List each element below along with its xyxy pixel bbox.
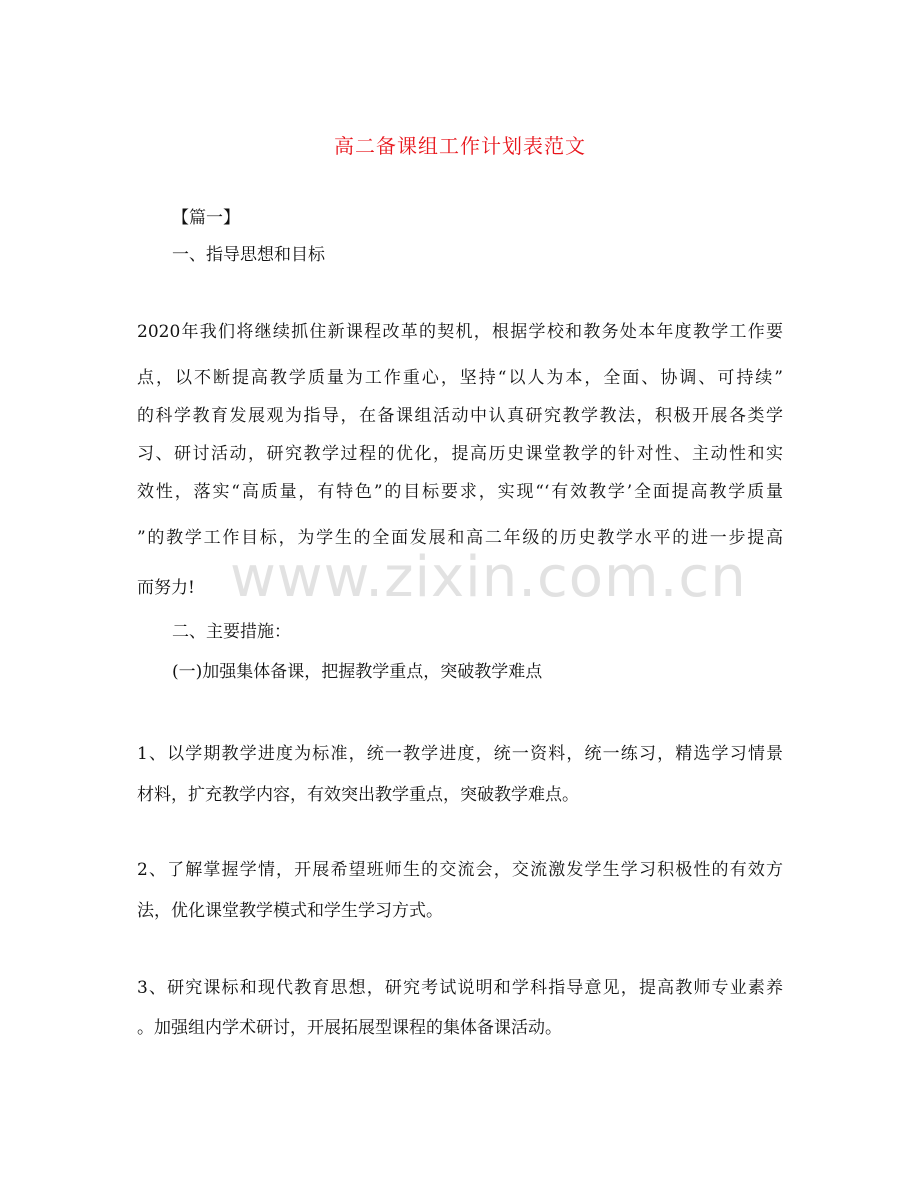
list-item-line: 1、以学期教学进度为标准，统一教学进度，统一资料，统一练习，精选学习情景 bbox=[137, 744, 783, 764]
paragraph-line: 而努力! bbox=[137, 578, 195, 598]
heading-guiding-ideas: 一、指导思想和目标 bbox=[172, 245, 325, 265]
list-item-line: 法，优化课堂教学模式和学生学习方式。 bbox=[137, 901, 443, 921]
list-item-line: 材料，扩充教学内容，有效突出教学重点，突破教学难点。 bbox=[137, 785, 579, 805]
subheading-collective-prep: (一)加强集体备课，把握教学重点，突破教学难点 bbox=[172, 662, 543, 682]
paragraph-line: 的科学教育发展观为指导，在备课组活动中认真研究教学教法，积极开展各类学 bbox=[137, 406, 783, 426]
paragraph-line: 效性，落实“高质量，有特色”的目标要求，实现“‘有效教学’全面提高教学质量 bbox=[137, 482, 783, 502]
list-item-line: 3、研究课标和现代教育思想，研究考试说明和学科指导意见，提高教师专业素养 bbox=[137, 978, 783, 998]
document-title: 高二备课组工作计划表范文 bbox=[334, 134, 586, 158]
paragraph-line: ”的教学工作目标，为学生的全面发展和高二年级的历史教学水平的进一步提高 bbox=[137, 528, 783, 548]
heading-main-measures: 二、主要措施： bbox=[172, 622, 291, 642]
section-label: 【篇一】 bbox=[172, 208, 240, 228]
paragraph-line: 点，以不断提高教学质量为工作重心，坚持“以人为本，全面、协调、可持续” bbox=[137, 368, 783, 388]
paragraph-line: 习、研讨活动，研究教学过程的优化，提高历史课堂教学的针对性、主动性和实 bbox=[137, 444, 783, 464]
paragraph-line: 2020年我们将继续抓住新课程改革的契机，根据学校和教务处本年度教学工作要 bbox=[137, 322, 783, 342]
list-item-line: 2、了解掌握学情，开展希望班师生的交流会，交流激发学生学习积极性的有效方 bbox=[137, 860, 783, 880]
watermark: www.zixin.com.cn bbox=[230, 545, 747, 610]
list-item-line: 。加强组内学术研讨，开展拓展型课程的集体备课活动。 bbox=[137, 1018, 562, 1038]
